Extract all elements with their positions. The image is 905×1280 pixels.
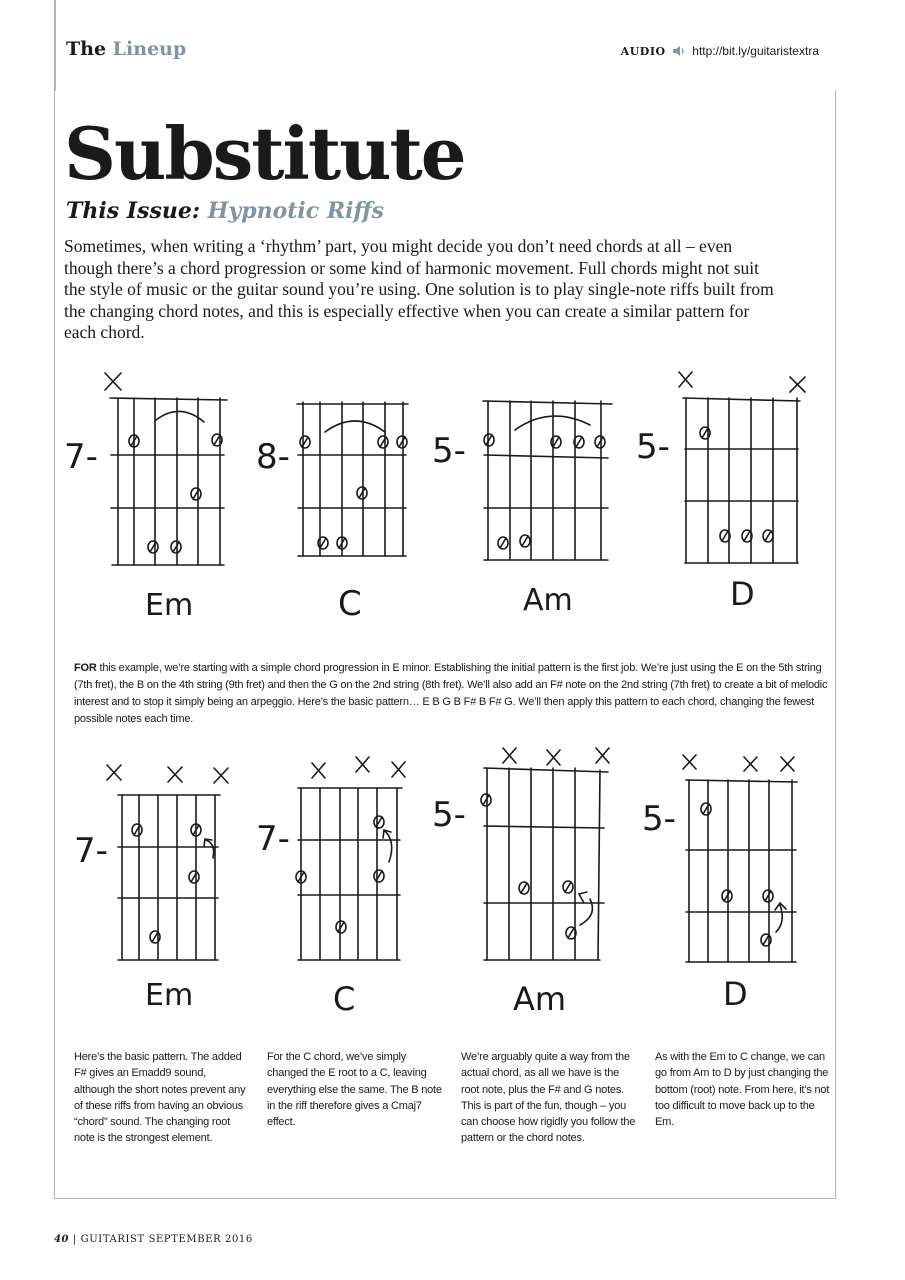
- chord-name-c-bottom: C: [333, 980, 356, 1018]
- page-number: 40: [54, 1234, 70, 1245]
- chord-diagram-d-bottom: [642, 755, 797, 1013]
- fret-label-am-bottom: 5-: [432, 795, 466, 835]
- chord-diagram-em-top: [64, 373, 227, 623]
- chord-name-em-top: Em: [145, 588, 194, 623]
- issue-label: This Issue:: [66, 198, 200, 224]
- chord-diagram-c-top: [256, 402, 408, 624]
- chord-diagram-em-bottom: [74, 765, 228, 1013]
- chord-diagram-d-top: [636, 372, 805, 613]
- magazine-name: GUITARIST: [80, 1234, 145, 1245]
- fret-label-c-bottom: 7-: [256, 819, 290, 859]
- fret-label-em-bottom: 7-: [74, 831, 108, 871]
- chord-name-am-bottom: Am: [513, 980, 567, 1018]
- example-description: [74, 660, 830, 728]
- chord-diagram-am-bottom: [432, 748, 609, 1018]
- chord-name-d-top: D: [730, 575, 755, 613]
- caption-d: As with the Em to C change, we can go from Am to D by just changing the bottom (root) note. From here, it’s not too difficult to move back up to the Em.: [655, 1051, 830, 1129]
- fret-label-am-top: 5-: [432, 431, 466, 471]
- example-text: this example, we’re starting with a simple chord progression in E minor. Establishing the initial pattern is the first job. We’re just using the E on the 5th string (7th fret), the B on the 4th string (9th fret) and then the G on the 2nd string (8th fret). We’ll also add an F# note on the 2nd string (7th fret) to create a bit of melodic interest and to stop it simply being an arpeggio. Here’s the basic pattern… E B G B F# B F# G. We’ll then apply this pattern to each chord, changing the fewest possible notes each time.: [74, 662, 828, 725]
- chord-name-c-top: C: [338, 584, 362, 624]
- issue-topic: Hypnotic Riffs: [207, 198, 385, 224]
- audio-url[interactable]: http://bit.ly/guitaristextra: [692, 44, 819, 58]
- section-name: Lineup: [112, 38, 187, 60]
- chord-name-am-top: Am: [523, 583, 573, 618]
- caption-em: Here’s the basic pattern. The added F# gives an Emadd9 sound, although the short notes prevent any of these riffs from having an obvious “chord” sound. The changing root note is the strongest element.: [74, 1051, 246, 1145]
- caption-am: We’re arguably quite a way from the actual chord, as all we have is the root note, plus the F# and G notes. This is part of the fun, though – you can choose how rigidly you follow the pattern or the chord notes.: [461, 1051, 636, 1145]
- fret-label-em-top: 7-: [64, 437, 98, 477]
- fret-label-d-bottom: 5-: [642, 799, 676, 839]
- chord-name-d-bottom: D: [723, 975, 748, 1013]
- chord-name-em-bottom: Em: [145, 978, 194, 1013]
- page-footer: 40 | GUITARIST SEPTEMBER 2016: [54, 1234, 253, 1245]
- issue-date: SEPTEMBER 2016: [148, 1234, 253, 1245]
- caption-c: For the C chord, we’ve simply changed the E root to a C, leaving everything else the same. The B note in the riff therefore gives a Cmaj7 effect.: [267, 1051, 442, 1129]
- fret-label-d-top: 5-: [636, 427, 670, 467]
- fret-label-c-top: 8-: [256, 437, 290, 477]
- page-title: Substitute: [64, 111, 465, 196]
- brand-text: The: [66, 38, 107, 60]
- chord-diagram-c-bottom: [256, 757, 405, 1018]
- example-lead: FOR: [74, 662, 97, 674]
- audio-label: AUDIO: [620, 45, 666, 58]
- chord-diagram-am-top: [432, 401, 612, 618]
- intro-paragraph: Sometimes, when writing a ‘rhythm’ part, you might decide you don’t need chords at all – even though there’s a chord progression or some kind of harmonic movement. Full chords might not suit the style of music or the guitar sound you’re using. One solution is to play single-note riffs built from the changing chord notes, and this is especially effective when you can create a similar pattern for each chord.: [64, 236, 774, 342]
